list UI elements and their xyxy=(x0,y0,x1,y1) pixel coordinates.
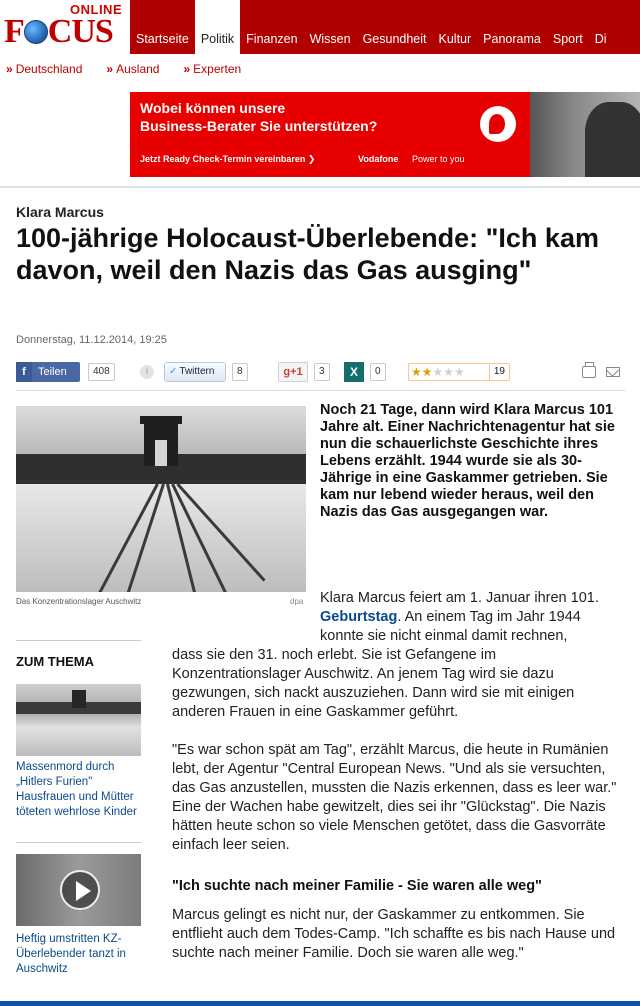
nav-panorama[interactable] xyxy=(477,0,547,54)
article-subhead: "Ich suchte nach meiner Familie - Sie waren alle weg" xyxy=(172,878,542,894)
nav-label: Finanzen xyxy=(246,32,298,46)
related-video-thumb[interactable] xyxy=(16,854,141,926)
twitter-share-button[interactable] xyxy=(164,362,226,382)
facebook-share-count: 408 xyxy=(88,363,115,381)
subnav-experten[interactable] xyxy=(183,62,241,84)
nav-label: Sport xyxy=(552,32,583,46)
subnav-label: Deutschland xyxy=(15,62,83,76)
logo-focus-f: F xyxy=(4,13,24,50)
facebook-share-label: Teilen xyxy=(38,366,67,378)
star-empty-icon[interactable]: ★ xyxy=(443,365,455,379)
nav-wissen[interactable] xyxy=(304,0,357,54)
nav-label: Gesundheit xyxy=(362,32,427,46)
photo-gate-tower xyxy=(144,420,178,466)
star-empty-icon[interactable]: ★ xyxy=(432,365,444,379)
article-lead: Noch 21 Tage, dann wird Klara Marcus 101 Jahre alt. Einer Nachrichtenagentur hat sie nun die schauerlichste Geschichte ihres Lebens erzählt. 1944 wurde sie als 30-Jährige in eine Gaskammer getrieben. Sie kam nur lebend wieder heraus, weil den Nazis das Gas ausgegangen war. xyxy=(320,402,615,520)
paragraph-text: Klara Marcus feiert am 1. Januar ihren 101. xyxy=(320,590,599,606)
subnav-label: Ausland xyxy=(116,62,160,76)
ad-brand: Vodafone xyxy=(358,154,399,164)
vodafone-ad-banner[interactable] xyxy=(130,92,640,177)
vodafone-logo-icon xyxy=(480,106,516,142)
print-icon[interactable] xyxy=(582,366,596,378)
twitter-bird-icon: ✓ xyxy=(169,366,178,377)
nav-finanzen[interactable] xyxy=(240,0,303,54)
globe-icon xyxy=(24,20,48,44)
divider xyxy=(16,640,141,641)
related-image-1[interactable] xyxy=(16,684,141,756)
twitter-share-count: 8 xyxy=(232,363,248,381)
logo-focus-text xyxy=(4,14,113,50)
logo-focus-rest: CUS xyxy=(47,13,113,50)
subnav-label: Experten xyxy=(193,62,242,76)
ad-slogan: Power to you xyxy=(412,154,465,164)
main-nav xyxy=(130,0,640,54)
divider xyxy=(16,390,626,391)
nav-kultur[interactable] xyxy=(433,0,478,54)
xing-share-count: 0 xyxy=(370,363,386,381)
nav-label: Kultur xyxy=(438,32,472,46)
nav-label: Wissen xyxy=(309,32,351,46)
article-kicker: Klara Marcus xyxy=(16,204,104,220)
nav-sport[interactable] xyxy=(547,0,589,54)
twitter-share-label: Twittern xyxy=(179,366,215,377)
related-title: ZUM THEMA xyxy=(16,654,94,669)
article-paragraph-1-rest: dass sie den 31. noch erlebt. Sie ist Gefangene im Konzentrationslager Auschwitz. An jenem Tag wird sie dazu gezwungen, sich nackt auszuziehen. Dann wird sie mit einigen anderen Frauen in eine Gaskammer geführt. xyxy=(172,647,575,720)
photo-caption: Das Konzentrationslager Auschwitz xyxy=(16,597,142,606)
site-header xyxy=(0,0,640,54)
star-rating[interactable] xyxy=(408,363,510,381)
subnav-ausland[interactable] xyxy=(106,62,159,84)
facebook-share-button[interactable] xyxy=(16,362,80,382)
divider xyxy=(0,186,640,188)
facebook-icon: f xyxy=(16,362,32,382)
social-share-bar xyxy=(16,362,626,384)
xing-share-button[interactable]: X xyxy=(344,362,364,382)
rating-count: 19 xyxy=(489,364,509,380)
divider xyxy=(16,842,141,843)
related-link-1[interactable]: Massenmord durch „Hitlers Furien" Hausfrauen und Mütter töteten wehrlose Kinder xyxy=(16,761,137,818)
ad-photo xyxy=(530,92,640,177)
google-plus-button[interactable]: g+1 xyxy=(278,362,308,382)
browser-bottom-bar xyxy=(0,1001,640,1006)
mail-icon[interactable] xyxy=(606,367,620,377)
paragraph-text: . An einem Tag im Jahr 1944 konnte sie nicht einmal damit rechnen, xyxy=(320,609,581,644)
subnav-deutschland[interactable] xyxy=(6,62,82,84)
nav-gesundheit[interactable] xyxy=(357,0,433,54)
sub-nav xyxy=(0,62,640,84)
ad-cta: Jetzt Ready Check-Termin vereinbaren ❯ xyxy=(140,154,316,164)
article-paragraph-1-start xyxy=(320,589,626,646)
nav-label: Politik xyxy=(200,32,235,46)
ad-headline-2: Business-Berater Sie unterstützen? xyxy=(140,118,378,134)
ad-headline-1: Wobei können unsere xyxy=(140,100,286,116)
article-headline: 100-jährige Holocaust-Überlebende: "Ich kam davon, weil den Nazis das Gas ausging" xyxy=(16,223,599,285)
chevron-right-icon: » xyxy=(183,62,191,76)
focus-online-logo[interactable] xyxy=(0,0,130,54)
star-filled-icon[interactable]: ★ xyxy=(411,365,422,379)
photo-credit: dpa xyxy=(290,597,304,606)
chevron-right-icon: » xyxy=(106,62,114,76)
article-paragraph-2: "Es war schon spät am Tag", erzählt Marcus, die heute in Rumänien lebt, der Agentur "Central European News. "Und als sie versuchten, das Gas anzustellen, mussten die Nazis erkennen, dass es leer war." Eine der Wachen habe gewitzelt, dies sei ihr "Glückstag". Die Nazis hätten heute schon so viele Menschen getötet, dass die Gasvorräte einfach leer seien. xyxy=(172,742,617,853)
nav-label: Di xyxy=(594,32,607,46)
nav-label: Panorama xyxy=(483,32,541,46)
chevron-right-icon: » xyxy=(6,62,13,76)
like-icon[interactable]: i xyxy=(140,365,154,379)
nav-politik[interactable] xyxy=(195,0,240,54)
thumb-tower xyxy=(72,690,86,708)
related-link-2[interactable]: Heftig umstritten KZ-Überlebender tanzt in Auschwitz xyxy=(16,933,126,975)
nav-label: Startseite xyxy=(136,32,189,46)
nav-digital[interactable] xyxy=(589,0,613,54)
logo-online-text: ONLINE xyxy=(70,2,123,17)
geburtstag-link[interactable]: Geburtstag xyxy=(320,609,398,625)
star-empty-icon[interactable]: ★ xyxy=(454,365,465,379)
nav-startseite[interactable] xyxy=(130,0,195,54)
article-photo-auschwitz[interactable] xyxy=(16,406,306,592)
play-icon[interactable] xyxy=(60,870,100,910)
article-date: Donnerstag, 11.12.2014, 19:25 xyxy=(16,334,167,346)
article-paragraph-3: Marcus gelingt es nicht nur, der Gaskammer zu entkommen. Sie entflieht auch dem Todes-Camp. "Ich schaffte es bis nach Hause und suchte nach meiner Familie. Doch sie waren alle weg." xyxy=(172,907,616,961)
rating-stars-icon[interactable] xyxy=(411,364,465,380)
star-filled-icon[interactable]: ★ xyxy=(421,365,433,379)
google-plus-count: 3 xyxy=(314,363,330,381)
